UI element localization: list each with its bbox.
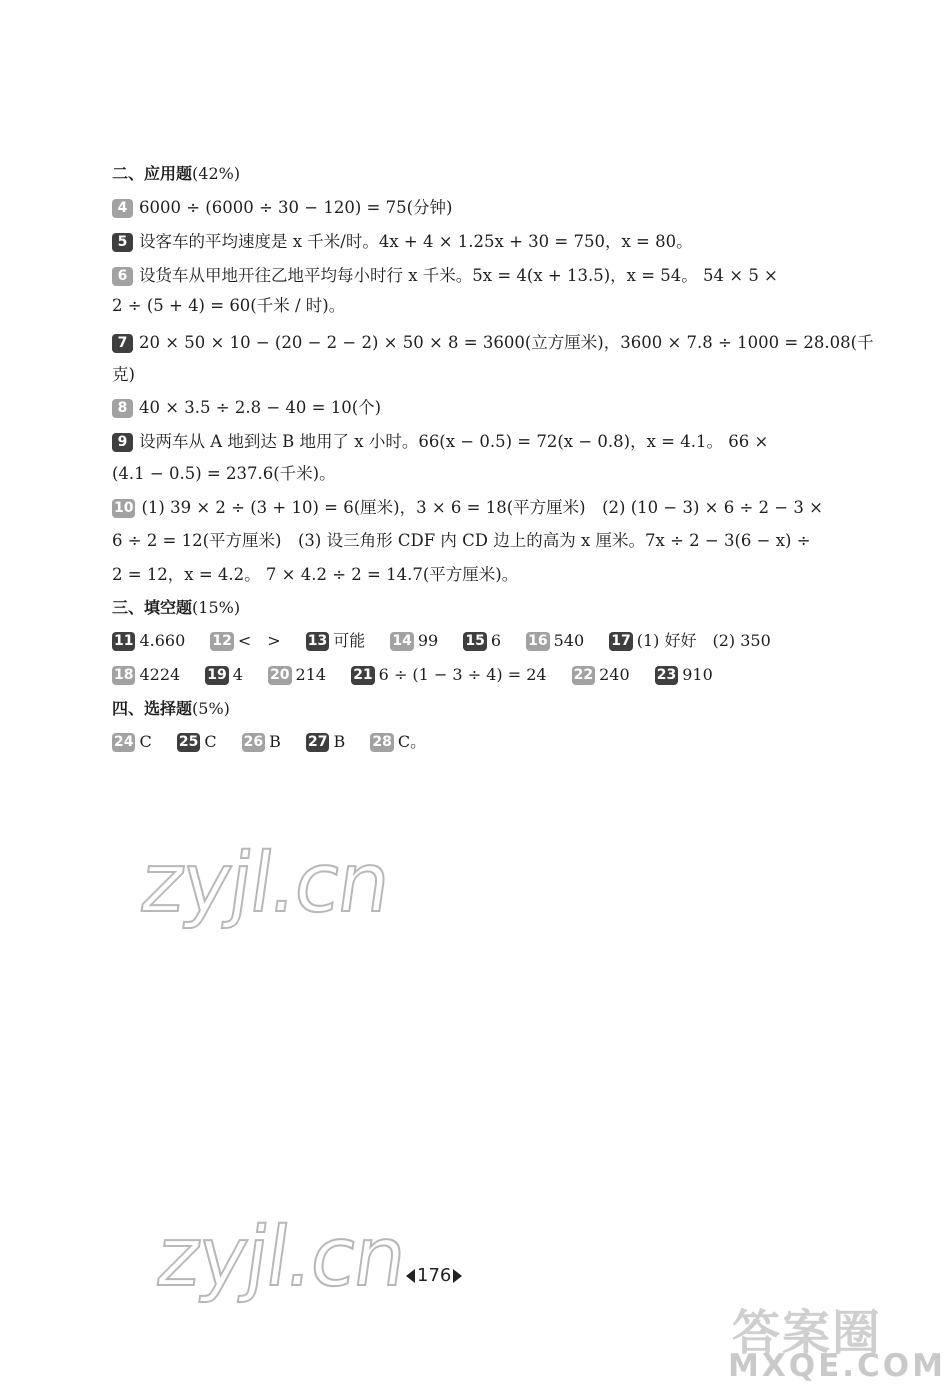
answer-10-continued bbox=[112, 530, 824, 552]
answer-text: 设货车从甲地开往乙地平均每小时行 x 千米。5x = 4(x + 13.5)，x = 54。 54 × 5 × bbox=[139, 266, 778, 285]
fill-answer-23 bbox=[655, 664, 713, 686]
logo-text-chinese: 答案圈 bbox=[732, 1305, 883, 1361]
answer-text: C bbox=[204, 732, 217, 751]
question-number-badge: 27 bbox=[308, 734, 328, 750]
answer-text: 6 ÷ 2 = 12(平方厘米) (3) 设三角形 CDF 内 CD 边上的高为 x 厘米。7x ÷ 2 − 3(6 − x) ÷ bbox=[112, 531, 811, 550]
question-number-badge: 23 bbox=[656, 667, 677, 683]
choice-answer-24 bbox=[112, 731, 152, 753]
fill-answer-17 bbox=[609, 630, 771, 652]
fill-answer-19 bbox=[205, 664, 243, 686]
answer-text: 240 bbox=[599, 665, 630, 684]
answer-text: 可能 bbox=[333, 631, 366, 650]
answer-text: 910 bbox=[682, 665, 713, 684]
question-number-badge: 7 bbox=[112, 334, 133, 353]
answer-text: 20 × 50 × 10 − (20 − 2 − 2) × 50 × 8 = 3600(立方厘米)，3600 × 7.8 ÷ 1000 = 28.08(千 bbox=[139, 333, 874, 352]
fill-answer-16 bbox=[526, 630, 584, 652]
answer-10-continued bbox=[112, 564, 824, 586]
fill-answers-row-1 bbox=[112, 630, 791, 652]
question-number-badge: 15 bbox=[465, 633, 485, 649]
question-number-badge: 4 bbox=[112, 199, 133, 218]
answer-text: 2 ÷ (5 + 4) = 60(千米 / 时)。 bbox=[112, 296, 346, 315]
choice-answer-27 bbox=[306, 731, 345, 753]
page-number bbox=[406, 1265, 462, 1286]
answer-9-continued bbox=[112, 463, 824, 485]
fill-answer-15 bbox=[463, 630, 501, 652]
question-number-badge: 10 bbox=[114, 500, 134, 516]
answer-text: 6 bbox=[490, 631, 501, 650]
fill-answer-22 bbox=[572, 664, 630, 686]
answer-text: B bbox=[269, 732, 281, 751]
section-title: 二、应用题 bbox=[112, 164, 193, 183]
question-number-badge: 22 bbox=[573, 667, 594, 683]
answer-text: 设客车的平均速度是 x 千米/时。4x + 4 × 1.25x + 30 = 750，x = 80。 bbox=[139, 232, 693, 251]
answer-text: < > bbox=[237, 631, 281, 650]
answer-text: 540 bbox=[553, 631, 585, 650]
question-number-badge: 17 bbox=[611, 633, 631, 649]
choice-answer-26 bbox=[242, 731, 281, 753]
answer-text: C bbox=[139, 732, 152, 751]
fill-answer-13 bbox=[306, 630, 366, 652]
answer-text: 克) bbox=[112, 365, 135, 384]
answer-8 bbox=[112, 397, 824, 419]
fill-answers-row-2 bbox=[112, 664, 733, 686]
fill-answer-18 bbox=[112, 664, 180, 686]
logo-text-domain: MXQE.COM bbox=[728, 1348, 946, 1384]
question-number-badge: 16 bbox=[528, 633, 548, 649]
question-number-badge: 24 bbox=[114, 734, 134, 750]
fill-answer-11 bbox=[112, 630, 185, 652]
section-title: 三、填空题 bbox=[112, 598, 193, 617]
choice-answer-28 bbox=[370, 731, 426, 753]
fill-answer-21 bbox=[351, 664, 546, 686]
answer-10 bbox=[112, 497, 824, 519]
answer-text: 设两车从 A 地到达 B 地用了 x 小时。66(x − 0.5) = 72(x − 0.8)，x = 4.1。 66 × bbox=[139, 432, 769, 451]
watermark: zyjl.cn bbox=[135, 836, 395, 931]
left-arrow-icon bbox=[406, 1269, 415, 1283]
question-number-badge: 6 bbox=[112, 267, 133, 286]
answer-text: (1) 好好 (2) 350 bbox=[636, 631, 771, 650]
answer-7 bbox=[112, 332, 874, 354]
answer-text: 40 × 3.5 ÷ 2.8 − 40 = 10(个) bbox=[139, 398, 382, 417]
watermark: zyjl.cn bbox=[151, 1210, 411, 1305]
section-title: 四、选择题 bbox=[112, 699, 193, 718]
answer-text: 214 bbox=[295, 665, 327, 684]
question-number-badge: 19 bbox=[207, 667, 227, 683]
answer-text: 4224 bbox=[139, 665, 181, 684]
answer-7-continued bbox=[112, 364, 824, 386]
section-percent: (5%) bbox=[192, 699, 230, 718]
fill-answer-12 bbox=[210, 630, 280, 652]
section-heading-applied bbox=[112, 163, 824, 185]
section-heading-choice bbox=[112, 698, 824, 720]
answer-9 bbox=[112, 431, 824, 453]
question-number-badge: 21 bbox=[353, 667, 373, 683]
answer-4 bbox=[112, 197, 824, 219]
question-number-badge: 12 bbox=[212, 633, 232, 649]
question-number-badge: 28 bbox=[372, 734, 392, 750]
page-number-text: 176 bbox=[417, 1265, 452, 1286]
answer-text: (1) 39 × 2 ÷ (3 + 10) = 6(厘米)，3 × 6 = 18(平方厘米) (2) (10 − 3) × 6 ÷ 2 − 3 × bbox=[141, 498, 823, 517]
site-logo bbox=[718, 1294, 946, 1386]
question-number-badge: 11 bbox=[114, 633, 134, 649]
section-percent: (42%) bbox=[192, 164, 241, 183]
choice-answer-25 bbox=[177, 731, 217, 753]
question-number-badge: 25 bbox=[178, 734, 199, 750]
answer-text: 4.660 bbox=[139, 631, 186, 650]
question-number-badge: 9 bbox=[112, 433, 133, 452]
answer-text: B bbox=[333, 732, 346, 751]
question-number-badge: 20 bbox=[270, 667, 290, 683]
question-number-badge: 26 bbox=[243, 734, 264, 750]
question-number-badge: 14 bbox=[392, 633, 412, 649]
answer-text: 4 bbox=[232, 665, 243, 684]
question-number-badge: 18 bbox=[114, 667, 134, 683]
answer-text: (4.1 − 0.5) = 237.6(千米)。 bbox=[112, 464, 336, 483]
question-number-badge: 8 bbox=[112, 399, 133, 418]
section-heading-fill bbox=[112, 597, 824, 619]
fill-answer-14 bbox=[390, 630, 438, 652]
question-number-badge: 13 bbox=[307, 633, 328, 649]
answer-6 bbox=[112, 265, 824, 287]
answer-text: 6 ÷ (1 − 3 ÷ 4) = 24 bbox=[378, 665, 547, 684]
choice-answers-row bbox=[112, 731, 446, 753]
right-arrow-icon bbox=[453, 1269, 462, 1283]
section-percent: (15%) bbox=[192, 598, 241, 617]
answer-6-continued bbox=[112, 295, 824, 317]
answer-5 bbox=[112, 231, 824, 253]
question-number-badge: 5 bbox=[112, 233, 133, 252]
answer-text: C。 bbox=[397, 732, 427, 751]
fill-answer-20 bbox=[268, 664, 326, 686]
answer-text: 6000 ÷ (6000 ÷ 30 − 120) = 75(分钟) bbox=[139, 198, 453, 217]
answer-text: 2 = 12，x = 4.2。 7 × 4.2 ÷ 2 = 14.7(平方厘米)。 bbox=[112, 565, 519, 584]
answer-text: 99 bbox=[417, 631, 439, 650]
